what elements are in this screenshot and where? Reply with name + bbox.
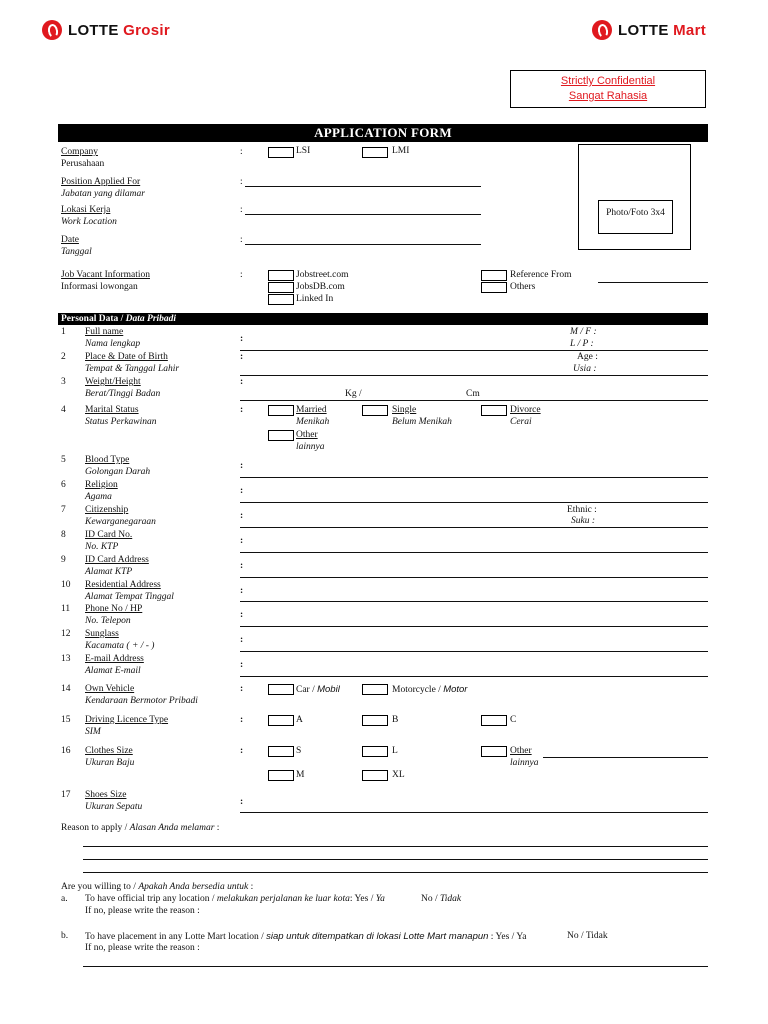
photo-frame — [578, 144, 691, 250]
age-label-id: Usia : — [573, 364, 597, 374]
married-checkbox[interactable] — [268, 405, 294, 416]
lotte-mart-logo — [592, 20, 706, 40]
size-l-checkbox[interactable] — [362, 746, 388, 757]
row-number: 8 — [61, 530, 66, 540]
row-sublabel: Status Perkawinan — [85, 417, 157, 427]
row-sublabel: No. Telepon — [85, 616, 131, 626]
row-label: Blood Type — [85, 455, 130, 465]
reference-label: Reference From — [510, 270, 572, 280]
logo-brand: LOTTE — [68, 21, 119, 39]
row-sublabel: Kendaraan Bermotor Pribadi — [85, 696, 198, 706]
jobsdb-label: JobsDB.com — [296, 282, 345, 292]
row-number: 7 — [61, 505, 66, 515]
divorce-label: Divorce — [510, 405, 541, 415]
motorcycle-label: Motorcycle / Motor — [392, 684, 468, 695]
row-input-field[interactable] — [240, 502, 708, 503]
row-number: 1 — [61, 327, 66, 337]
row-number: 15 — [61, 715, 71, 725]
size-s-checkbox[interactable] — [268, 746, 294, 757]
size-other-sub: lainnya — [510, 758, 539, 768]
licence-a-checkbox[interactable] — [268, 715, 294, 726]
kg-label: Kg / — [345, 389, 362, 399]
row-sublabel: Golongan Darah — [85, 467, 151, 477]
job-info-sub: Informasi lowongan — [61, 282, 138, 292]
row-label: Full name — [85, 327, 124, 337]
row-colon: : — [240, 561, 244, 571]
marital-other-checkbox[interactable] — [268, 430, 294, 441]
section-title: Personal Data / — [61, 314, 126, 324]
others-checkbox[interactable] — [481, 282, 507, 293]
divorce-checkbox[interactable] — [481, 405, 507, 416]
married-sub: Menikah — [296, 417, 330, 427]
row-label: Shoes Size — [85, 790, 127, 800]
question-b-text: To have placement in any Lotte Mart location / siap untuk ditempatkan di lokasi Lotte Mart manapun : Yes / Ya — [85, 931, 527, 942]
reference-checkbox[interactable] — [481, 270, 507, 281]
row-colon: : — [240, 377, 244, 387]
marital-other-label: Other — [296, 430, 318, 440]
row-colon: : — [240, 486, 244, 496]
row-label: Phone No / HP — [85, 604, 143, 614]
jobstreet-checkbox[interactable] — [268, 270, 294, 281]
lotte-grosir-logo — [42, 20, 170, 40]
row-colon: : — [240, 586, 244, 596]
row-colon: : — [240, 797, 244, 807]
size-other-checkbox[interactable] — [481, 746, 507, 757]
row-input-field[interactable] — [240, 552, 708, 553]
size-m-label: M — [296, 770, 305, 780]
form-title: APPLICATION FORM — [58, 124, 708, 142]
motorcycle-checkbox[interactable] — [362, 684, 388, 695]
linkedin-label: Linked In — [296, 294, 334, 304]
question-a-number: a. — [61, 894, 68, 904]
row-sublabel: Kacamata ( + / - ) — [85, 641, 155, 651]
reason-label: Reason to apply / Alasan Anda melamar : — [61, 823, 220, 833]
location-label: Lokasi Kerja — [61, 205, 111, 215]
lotte-logo-icon — [592, 20, 612, 40]
row-colon: : — [240, 746, 244, 756]
row-colon: : — [240, 715, 244, 725]
location-sub: Work Location — [61, 217, 117, 227]
company-label: Company — [61, 147, 98, 157]
reason-line-3[interactable] — [83, 872, 708, 873]
confidential-line2: Sangat Rahasia — [568, 90, 648, 102]
licence-b-label: B — [392, 715, 399, 725]
size-other-label: Other — [510, 746, 532, 756]
gender-label-id: L / P : — [570, 339, 594, 349]
age-label: Age : — [577, 352, 598, 362]
row-number: 3 — [61, 377, 66, 387]
row-sublabel: Berat/Tinggi Badan — [85, 389, 161, 399]
married-label: Married — [296, 405, 327, 415]
row-colon: : — [240, 635, 244, 645]
personal-data-header — [58, 313, 708, 325]
row-sublabel: Alamat Tempat Tinggal — [85, 592, 174, 602]
row-number: 10 — [61, 580, 71, 590]
size-m-checkbox[interactable] — [268, 770, 294, 781]
question-a-text: To have official trip any location / melakukan perjalanan ke luar kota: Yes / Ya — [85, 894, 385, 904]
marital-other-sub: lainnya — [296, 442, 325, 452]
row-input-field[interactable] — [240, 527, 708, 528]
row-input-field[interactable] — [240, 477, 708, 478]
row-input-field[interactable] — [240, 375, 708, 376]
size-other-field[interactable] — [543, 757, 708, 758]
row-number: 14 — [61, 684, 71, 694]
logo-brand: LOTTE — [618, 21, 669, 39]
row-number: 4 — [61, 405, 66, 415]
row-number: 13 — [61, 654, 71, 664]
row-colon: : — [240, 352, 244, 362]
row-label: Clothes Size — [85, 746, 133, 756]
size-s-label: S — [296, 746, 302, 756]
logo-accent: Grosir — [123, 21, 170, 39]
row-sublabel: Agama — [85, 492, 112, 502]
row-label: Own Vehicle — [85, 684, 135, 694]
row-label: ID Card Address — [85, 555, 149, 565]
colon: : — [240, 177, 243, 187]
location-field[interactable] — [245, 214, 481, 215]
company-sub: Perusahaan — [61, 159, 105, 169]
licence-c-checkbox[interactable] — [481, 715, 507, 726]
photo-placeholder: Photo/Foto 3x4 — [598, 200, 673, 234]
gender-label: M / F : — [570, 327, 597, 337]
colon: : — [240, 235, 243, 245]
row-sublabel: Tempat & Tanggal Lahir — [85, 364, 180, 374]
size-l-label: L — [392, 746, 398, 756]
row-label: ID Card No. — [85, 530, 133, 540]
row-colon: : — [240, 511, 244, 521]
row-label: Sunglass — [85, 629, 119, 639]
single-checkbox[interactable] — [362, 405, 388, 416]
row-colon: : — [240, 405, 244, 415]
row-input-field[interactable] — [240, 812, 708, 813]
date-sub: Tanggal — [61, 247, 92, 257]
question-b-number: b. — [61, 931, 69, 941]
divorce-sub: Cerai — [510, 417, 532, 427]
question-b-no[interactable]: No / Tidak — [567, 931, 608, 941]
row-input-field[interactable] — [240, 626, 708, 627]
row-sublabel: Kewarganegaraan — [85, 517, 156, 527]
confidential-box — [510, 70, 706, 108]
position-sub: Jabatan yang dilamar — [61, 189, 145, 199]
company-lmi-checkbox[interactable] — [362, 147, 388, 158]
row-label: Residential Address — [85, 580, 161, 590]
colon: : — [240, 270, 243, 280]
lotte-logo-icon — [42, 20, 62, 40]
row-colon: : — [240, 536, 244, 546]
company-lmi-label: LMI — [392, 146, 410, 156]
row-colon: : — [240, 461, 244, 471]
row-number: 12 — [61, 629, 71, 639]
row-sublabel: No. KTP — [85, 542, 119, 552]
car-label: Car / Mobil — [296, 684, 340, 695]
licence-a-label: A — [296, 715, 303, 725]
single-sub: Belum Menikah — [392, 417, 452, 427]
position-label: Position Applied For — [61, 177, 141, 187]
position-field[interactable] — [245, 186, 481, 187]
row-colon: : — [240, 660, 244, 670]
size-xl-checkbox[interactable] — [362, 770, 388, 781]
reason-line-2[interactable] — [83, 859, 708, 860]
job-info-label: Job Vacant Information — [61, 270, 150, 280]
row-number: 5 — [61, 455, 66, 465]
others-label: Others — [510, 282, 536, 292]
car-checkbox[interactable] — [268, 684, 294, 695]
cm-label: Cm — [466, 389, 480, 399]
row-input-field[interactable] — [240, 651, 708, 652]
row-label: Marital Status — [85, 405, 139, 415]
jobstreet-label: Jobstreet.com — [296, 270, 349, 280]
size-xl-label: XL — [392, 770, 405, 780]
row-label: Citizenship — [85, 505, 129, 515]
colon: : — [240, 147, 243, 157]
company-lsi-checkbox[interactable] — [268, 147, 294, 158]
jobsdb-checkbox[interactable] — [268, 282, 294, 293]
row-input-field[interactable] — [240, 676, 708, 677]
question-a-no[interactable]: No / Tidak — [421, 894, 462, 904]
date-label: Date — [61, 235, 79, 245]
row-label: Religion — [85, 480, 118, 490]
willing-label: Are you willing to / Apakah Anda bersedia untuk : — [61, 882, 254, 892]
row-label: Place & Date of Birth — [85, 352, 168, 362]
date-field[interactable] — [245, 244, 481, 245]
single-label: Single — [392, 405, 417, 415]
row-number: 9 — [61, 555, 66, 565]
row-number: 16 — [61, 746, 71, 756]
linkedin-checkbox[interactable] — [268, 294, 294, 305]
row-input-field[interactable] — [240, 400, 708, 401]
row-colon: : — [240, 334, 244, 344]
colon: : — [240, 205, 243, 215]
section-title-italic: Data Pribadi — [125, 314, 177, 324]
licence-b-checkbox[interactable] — [362, 715, 388, 726]
row-input-field[interactable] — [240, 601, 708, 602]
question-b-reason-line[interactable] — [83, 966, 708, 967]
row-number: 11 — [61, 604, 71, 614]
row-number: 6 — [61, 480, 66, 490]
row-colon: : — [240, 610, 244, 620]
row-label: Driving Licence Type — [85, 715, 169, 725]
row-sublabel: Alamat KTP — [85, 567, 133, 577]
confidential-line1: Strictly Confidential — [560, 75, 656, 87]
row-sublabel: Alamat E-mail — [85, 666, 141, 676]
row-input-field[interactable] — [240, 577, 708, 578]
row-label: Weight/Height — [85, 377, 141, 387]
row-sublabel: SIM — [85, 727, 101, 737]
row-sublabel: Ukuran Baju — [85, 758, 135, 768]
question-b-reason: If no, please write the reason : — [85, 943, 200, 953]
row-sublabel: Nama lengkap — [85, 339, 141, 349]
row-colon: : — [240, 684, 244, 694]
row-number: 2 — [61, 352, 66, 362]
reference-field[interactable] — [598, 282, 708, 283]
reason-line-1[interactable] — [83, 846, 708, 847]
ethnic-label-id: Suku : — [571, 516, 596, 526]
row-sublabel: Ukuran Sepatu — [85, 802, 143, 812]
licence-c-label: C — [510, 715, 517, 725]
row-number: 17 — [61, 790, 71, 800]
row-input-field[interactable] — [240, 350, 708, 351]
logo-accent: Mart — [673, 21, 707, 39]
question-a-reason: If no, please write the reason : — [85, 906, 200, 916]
company-lsi-label: LSI — [296, 146, 311, 156]
row-label: E-mail Address — [85, 654, 144, 664]
ethnic-label: Ethnic : — [567, 505, 597, 515]
